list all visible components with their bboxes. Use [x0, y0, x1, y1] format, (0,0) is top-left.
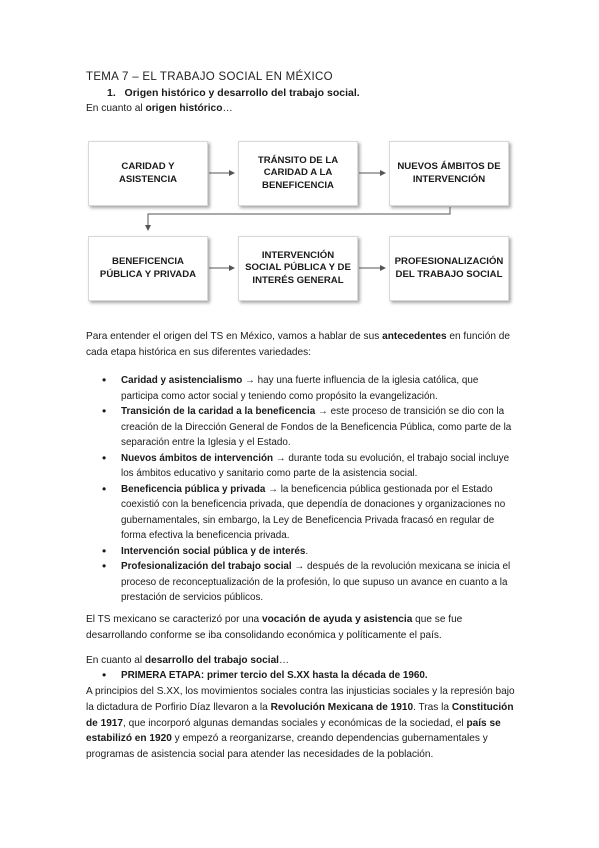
para4-c: . Tras la: [413, 701, 452, 713]
diagram-box-intervencion: INTERVENCIÓN SOCIAL PÚBLICA Y DE INTERÉS GENERAL: [238, 236, 358, 301]
bullet-text: → hay una fuerte influencia de la iglesia católica, que participa como actor social y teniendo como propósito la evangelización.: [121, 375, 479, 402]
bullet-text: → después de la revolución mexicana se inicia el proceso de reconceptualización de la profesión, lo que supuso un avance en cuanto a la prestación de servicios públicos.: [121, 561, 511, 603]
document-title: TEMA 7 – EL TRABAJO SOCIAL EN MÉXICO: [86, 71, 333, 83]
stage-list: [86, 668, 516, 684]
bullet-text: → durante toda su evolución, el trabajo social incluye los ámbitos educativo y sanitario como parte de la asistencia social.: [121, 452, 510, 479]
intro-prefix: En cuanto al: [86, 103, 146, 114]
bullet-text: .: [305, 545, 309, 557]
para2-c: que se fue desarrollando conforme se iba consolidando económica y políticamente el país.: [86, 614, 463, 641]
antecedentes-list: [86, 373, 516, 606]
para3-c: …: [279, 655, 290, 666]
bullet-bold: Nuevos ámbitos de intervención: [121, 452, 274, 464]
para3-a: En cuanto al: [86, 655, 145, 666]
list-item: [86, 451, 516, 482]
paragraph-desarrollo: [86, 653, 521, 669]
stage-heading: PRIMERA ETAPA: primer tercio del S.XX hasta la década de 1960.: [121, 670, 428, 681]
diagram-box-profesionalizacion: PROFESIONALIZACIÓN DEL TRABAJO SOCIAL: [389, 236, 509, 301]
bullet-bold: Caridad y asistencialismo: [121, 375, 243, 386]
diagram-box-nuevos-ambitos: NUEVOS ÁMBITOS DE INTERVENCIÓN: [389, 141, 509, 206]
list-item: [86, 404, 516, 451]
bullet-text: → este proceso de transición se dio con la creación de la Dirección General de Fondos de la Beneficencia Pública, como parte de la separación entre la Iglesia y el Estado.: [121, 406, 512, 448]
list-item: [86, 373, 516, 404]
para2-a: El TS mexicano se caracterizó por una: [86, 614, 262, 625]
list-item: [86, 544, 516, 560]
section-heading-text: Origen histórico y desarrollo del trabajo social.: [124, 87, 360, 99]
arrow-3-4: [148, 207, 450, 230]
list-item: [86, 559, 516, 606]
bullet-bold: Profesionalización del trabajo social: [121, 561, 292, 572]
diagram-box-caridad: CARIDAD Y ASISTENCIA: [88, 141, 208, 206]
intro-suffix: …: [222, 103, 233, 114]
section-number: 1.: [107, 87, 116, 99]
para1-c: en función de cada etapa histórica en sus diferentes variedades:: [86, 331, 511, 358]
list-item: [86, 668, 516, 684]
para3-b: desarrollo del trabajo social: [144, 655, 279, 666]
para4-d: Constitución de 1917: [86, 701, 514, 729]
para2-b: vocación de ayuda y asistencia: [261, 614, 413, 625]
para4-a: A principios del S.XX, los movimientos sociales contra las injusticias sociales y la represión bajo la dictadura de Porfirio Díaz llevaron a la: [86, 686, 515, 713]
bullet-bold: Intervención social pública y de interés: [121, 545, 306, 557]
paragraph-antecedentes: [86, 329, 521, 361]
diagram-box-beneficencia: BENEFICENCIA PÚBLICA Y PRIVADA: [88, 236, 208, 301]
bullet-text: → la beneficencia pública gestionada por el Estado coexistió con la beneficencia privada, que dependía de donaciones y organizaciones no gubernamentales, sin embargo, la Ley de Beneficencia Privada fracasó en regular de forma efectiva la beneficencia privada.: [121, 483, 506, 541]
diagram-box-transito: TRÁNSITO DE LA CARIDAD A LA BENEFICENCIA: [238, 141, 358, 206]
para4-f: país se estabilizó en 1920: [86, 717, 501, 745]
bullet-bold: Beneficencia pública y privada: [121, 483, 266, 495]
bullet-bold: Transición de la caridad a la beneficencia: [121, 406, 316, 417]
intro-bold: origen histórico: [145, 103, 223, 114]
para4-g: y empezó a reorganizarse, creando dependencias gubernamentales y programas de asistencia social para atender las necesidades de la población.: [86, 733, 488, 761]
para1-b: antecedentes: [382, 331, 447, 342]
para4-b: Revolución Mexicana de 1910: [270, 701, 414, 713]
paragraph-primera-etapa: [86, 684, 521, 763]
paragraph-vocacion: [86, 612, 521, 644]
para4-e: , que incorporó algunas demandas sociales y económicas de la sociedad, el: [123, 717, 467, 729]
para1-a: Para entender el origen del TS en México, vamos a hablar de sus: [86, 331, 383, 342]
list-item: [86, 482, 516, 544]
